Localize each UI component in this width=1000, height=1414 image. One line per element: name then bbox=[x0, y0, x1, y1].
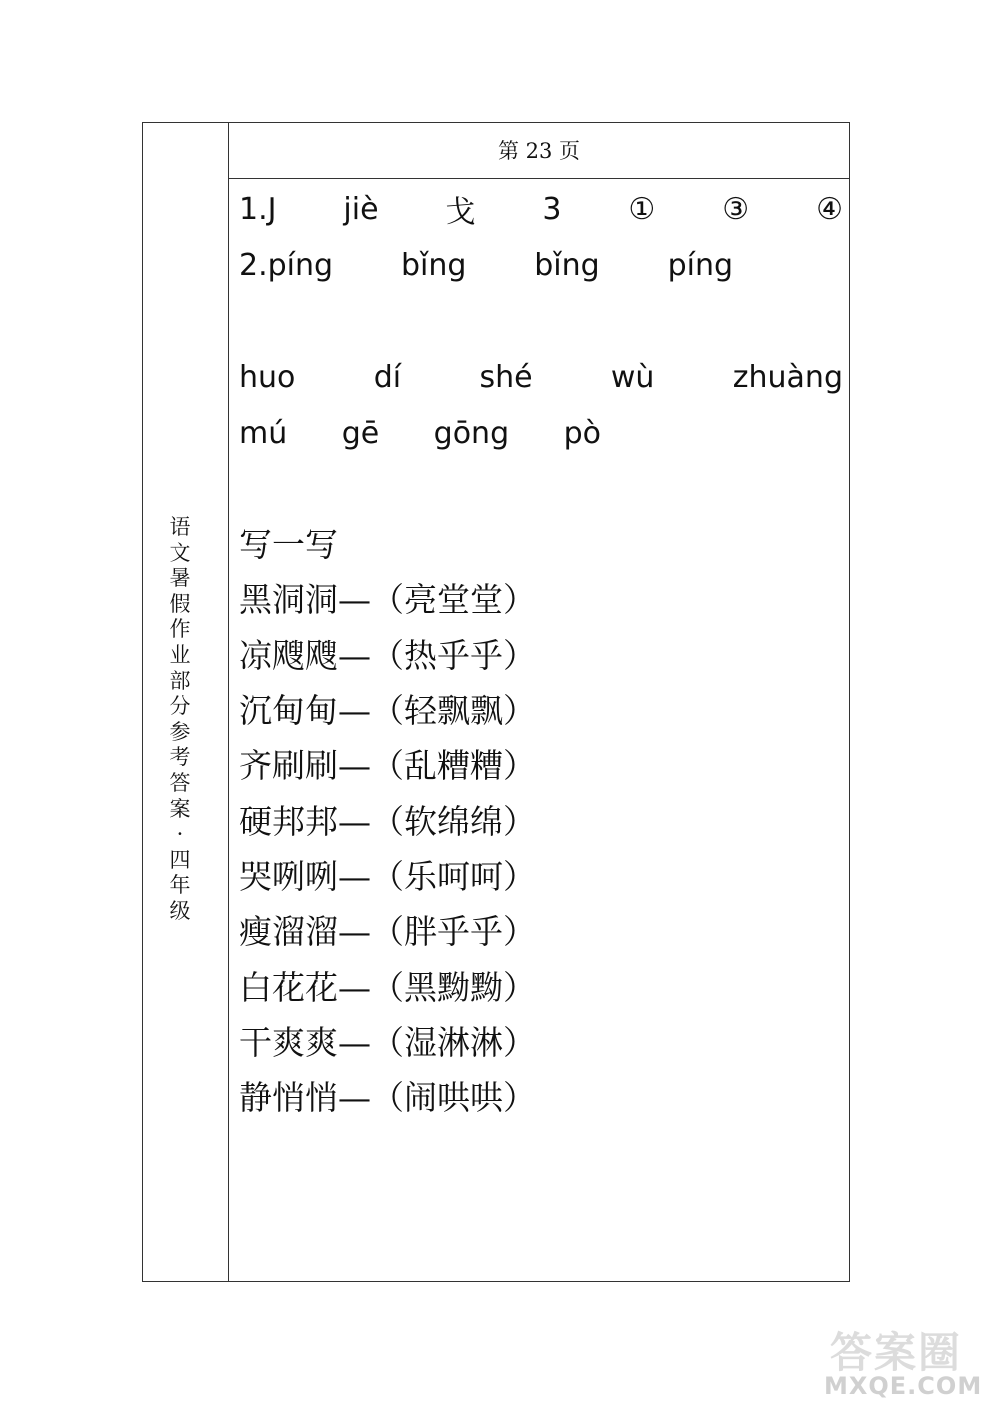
word-pair: 凉飕飕—（热乎乎） bbox=[239, 636, 536, 675]
q2-row bbox=[239, 243, 733, 287]
word-pair: 黑洞洞—（亮堂堂） bbox=[239, 580, 536, 619]
q1-item: ④ bbox=[816, 191, 843, 227]
word-pair: 白花花—（黑黝黝） bbox=[239, 968, 536, 1007]
watermark-top-text: 答案圈 bbox=[830, 1328, 963, 1377]
pinyin-item: shé bbox=[479, 359, 533, 395]
sidebar-title-char: 假 bbox=[169, 591, 191, 616]
q1-item: jiè bbox=[343, 191, 379, 227]
pinyin-item: gōng bbox=[433, 415, 510, 451]
pinyin-item: pò bbox=[563, 415, 601, 451]
sidebar-title-char: 参 bbox=[169, 719, 191, 744]
q2-item: bǐng bbox=[534, 247, 600, 283]
q1-item: 1.J bbox=[239, 191, 277, 227]
q1-item: 3 bbox=[542, 191, 562, 227]
sidebar-title-char: 分 bbox=[169, 694, 191, 719]
sidebar-title-char: 答 bbox=[169, 770, 191, 795]
answer-frame bbox=[142, 122, 850, 1282]
sidebar-title-char: 语 bbox=[169, 515, 191, 539]
word-pair: 沉甸甸—（轻飘飘） bbox=[239, 691, 536, 730]
word-pair: 干爽爽—（湿淋淋） bbox=[239, 1023, 536, 1062]
pinyin-item: huo bbox=[239, 359, 296, 395]
sidebar-title-char: · bbox=[176, 822, 184, 847]
sidebar-title-char: 业 bbox=[169, 642, 191, 667]
watermark-url: MXQE.COM bbox=[824, 1372, 983, 1400]
word-pair: 静悄悄—（闹哄哄） bbox=[239, 1078, 536, 1117]
sidebar-title-char: 文 bbox=[169, 540, 191, 565]
page-label: 第 23 页 bbox=[497, 139, 581, 163]
pinyin-row-1 bbox=[239, 355, 843, 399]
q1-item: ③ bbox=[722, 191, 750, 227]
sidebar-vertical-title bbox=[165, 515, 195, 925]
sidebar-title-char: 暑 bbox=[169, 566, 191, 591]
sidebar-title-char: 案 bbox=[169, 796, 191, 821]
pinyin-item: zhuàng bbox=[732, 359, 843, 395]
word-pair: 瘦溜溜—（胖乎乎） bbox=[239, 912, 536, 951]
pinyin-row-2 bbox=[239, 411, 601, 455]
watermark-logo bbox=[820, 1320, 990, 1400]
pinyin-item: mú bbox=[239, 415, 288, 451]
pinyin-item: wù bbox=[610, 359, 655, 395]
sidebar-title-char: 年 bbox=[169, 873, 191, 898]
q1-row bbox=[239, 187, 843, 231]
q1-item: 戈 bbox=[445, 195, 476, 230]
pinyin-item: dí bbox=[373, 359, 402, 395]
sidebar-title-char: 四 bbox=[169, 847, 191, 872]
sidebar bbox=[143, 123, 229, 1281]
q2-item: bǐng bbox=[400, 247, 467, 283]
word-pair: 齐刷刷—（乱糟糟） bbox=[239, 746, 536, 785]
q1-item: ① bbox=[628, 191, 656, 227]
q2-item: 2.píng bbox=[239, 247, 334, 283]
word-pair: 哭咧咧—（乐呵呵） bbox=[239, 857, 536, 896]
sidebar-title-char: 作 bbox=[169, 617, 191, 642]
sidebar-title-char: 考 bbox=[169, 745, 191, 770]
pinyin-item: gē bbox=[341, 415, 380, 451]
write-section-title: 写一写 bbox=[239, 525, 338, 564]
word-pair: 硬邦邦—（软绵绵） bbox=[239, 802, 536, 841]
sidebar-title-char: 级 bbox=[169, 898, 191, 923]
page-header bbox=[229, 123, 849, 179]
sidebar-title-char: 部 bbox=[169, 668, 191, 693]
q2-item: píng bbox=[667, 247, 733, 283]
